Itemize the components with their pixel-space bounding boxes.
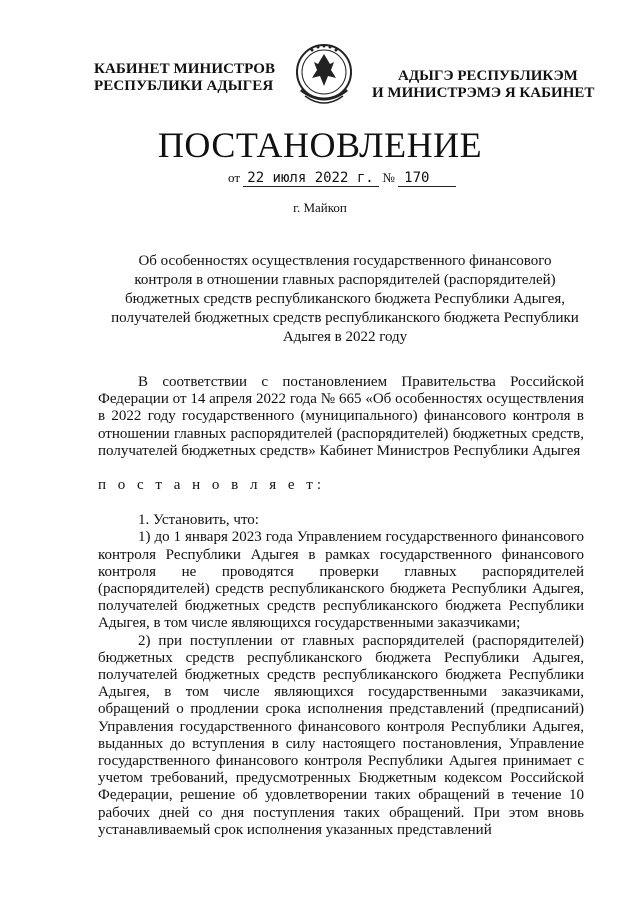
header-left-line1: КАБИНЕТ МИНИСТРОВ bbox=[94, 61, 276, 77]
header-left bbox=[94, 61, 275, 95]
document-body bbox=[98, 374, 584, 839]
header-left-line2: РЕСПУБЛИКИ АДЫГЕЯ bbox=[94, 78, 274, 94]
decree-word: п о с т а н о в л я е т: bbox=[98, 477, 326, 494]
header-right-line2: И МИНИСТРЭМЭ Я КАБИНЕТ bbox=[372, 85, 595, 101]
preamble-paragraph: В соответствии с постановлением Правительства Российской Федерации от 14 апреля 2022 года № 665 «Об особенностях осуществления в 2022 году государственного (муниципального) финансового контроля в отношении главных распорядителей (распорядителей) бюджетных средств, получателей бюджетных средств» Кабинет Министров Республики Адыгея bbox=[98, 374, 584, 459]
document-title: ПОСТАНОВЛЕНИЕ bbox=[157, 125, 483, 165]
item-1-1: 1) до 1 января 2023 года Управлением государственного финансового контроля Республики Адыгея в рамках государственного финансового контроля не проводятся проверки главных распорядителей (распорядителей) средств республиканского бюджета Республики Адыгея, получателей бюджетных средств республиканского бюджета Республики Адыгея, в том числе являющихся государственными заказчиками; bbox=[98, 529, 584, 632]
number-label: № bbox=[382, 170, 395, 185]
city-line: г. Майкоп bbox=[293, 200, 347, 215]
header-right-line1: АДЫГЭ РЕСПУБЛИКЭМ bbox=[398, 68, 578, 84]
document-date: 22 июля 2022 г. bbox=[243, 170, 379, 187]
header-right bbox=[372, 68, 594, 102]
item-1: 1. Установить, что: bbox=[138, 512, 259, 529]
document-subject: Об особенностях осуществления государственного финансового контроля в отношении главных распорядителей (распорядителей) бюджетных средств республиканского бюджета Республики Адыгея, получателей бюджетных средств республиканского бюджета Республики Адыгея в 2022 году bbox=[111, 253, 579, 345]
date-number-line bbox=[228, 170, 456, 187]
item-1-2: 2) при поступлении от главных распорядителей (распорядителей) бюджетных средств республиканского бюджета Республики Адыгея, получателей бюджетных средств республиканского бюджета Республики Адыгея, в том числе являющихся государственными заказчиками, обращений о продлении срока исполнения представлений (предписаний) Управления государственного финансового контроля Республики Адыгея, выданных до вступления в силу настоящего постановления, Управление государственного финансового контроля Республики Адыгея принимает с учетом требований, предусмотренных Бюджетным кодексом Российской Федерации, решение об удовлетворении таких обращений в течение 10 рабочих дней со дня поступления таких обращений. При этом вновь устанавливаемый срок исполнения указанных представлений bbox=[98, 632, 584, 838]
coat-of-arms-icon bbox=[287, 38, 361, 112]
date-prefix: от bbox=[228, 170, 241, 185]
document-number: 170 bbox=[398, 170, 456, 187]
